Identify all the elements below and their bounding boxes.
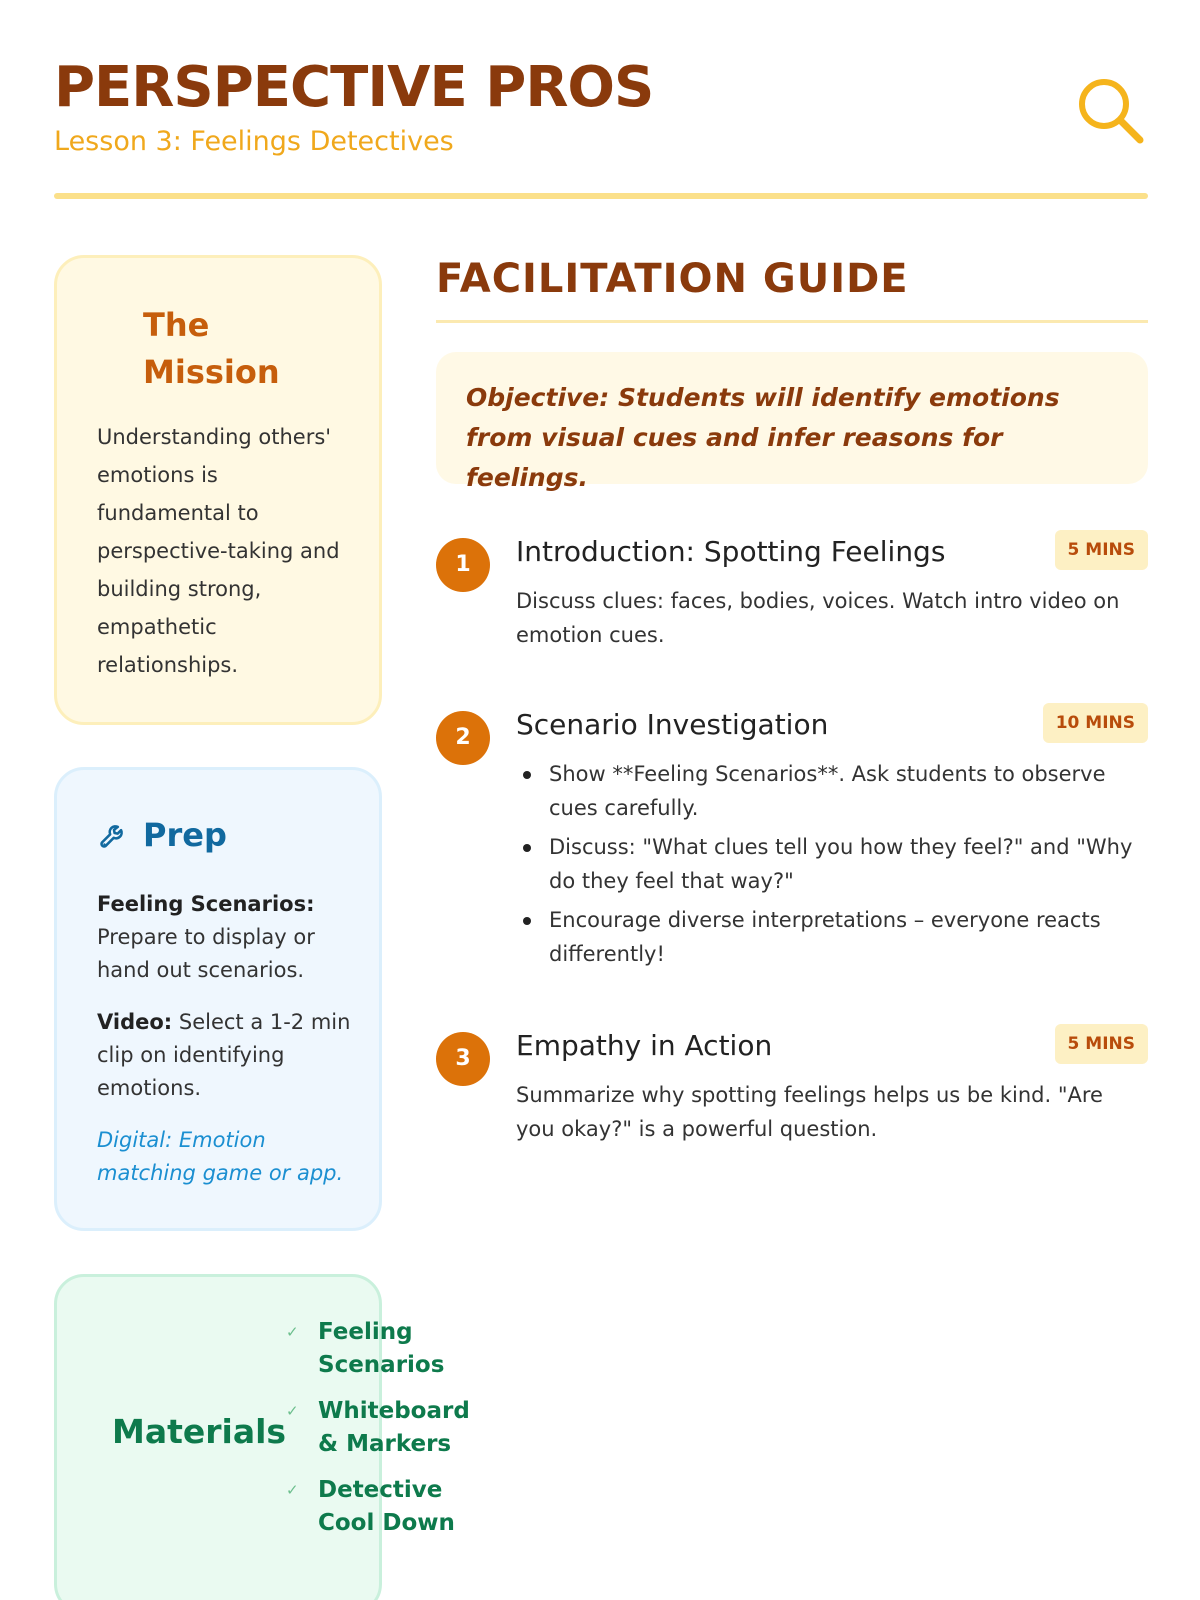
step-title: Scenario Investigation [516, 708, 829, 741]
step-bullet: Discuss: "What clues tell you how they feel?" and "Why do they feel that way?" [516, 830, 1148, 898]
step-number: 1 [436, 538, 490, 592]
objective-box [436, 352, 1148, 492]
prep-digital-note: Digital: Emotion matching game or app. [97, 1128, 344, 1185]
check-icon: ✓ [286, 1323, 299, 1341]
prep-card [54, 767, 382, 1231]
magnifier-icon [1074, 74, 1146, 146]
prep-header [97, 816, 227, 854]
materials-title: Materials [112, 1412, 287, 1451]
step-bullet: Show **Feeling Scenarios**. Ask students to observe cues carefully. [516, 757, 1148, 825]
guide-divider [436, 320, 1148, 323]
step-title: Empathy in Action [516, 1029, 773, 1062]
prep-item [97, 1006, 353, 1105]
mission-title: The Mission [143, 306, 280, 391]
materials-item-label: Feeling Scenarios [318, 1319, 445, 1378]
check-icon: ✓ [286, 1402, 299, 1420]
duration-badge: 5 MINS [1055, 530, 1148, 570]
step-number: 3 [436, 1032, 490, 1086]
brand-title: PERSPECTIVE PROS [54, 55, 654, 120]
step-body: Discuss clues: faces, bodies, voices. Watch intro video on emotion cues. [516, 589, 1120, 647]
prep-body [97, 888, 353, 1209]
lesson-subtitle: Lesson 3: Feelings Detectives [54, 126, 454, 157]
materials-list [286, 1316, 486, 1553]
materials-item-label: Detective Cool Down [318, 1477, 455, 1536]
duration-badge: 10 MINS [1043, 703, 1148, 743]
step-bullet-list [516, 757, 1148, 971]
prep-item-text: Select a 1-2 min clip on identifying emotions. [97, 1010, 351, 1100]
duration-badge: 5 MINS [1055, 1024, 1148, 1064]
step-3 [436, 1024, 1148, 1144]
materials-item [286, 1474, 486, 1540]
step-1 [436, 530, 1148, 650]
materials-item [286, 1395, 486, 1461]
materials-item-label: Whiteboard & Markers [318, 1398, 470, 1457]
prep-item-label: Feeling Scenarios: [97, 892, 315, 916]
mission-card [54, 255, 382, 725]
mission-body: Understanding others' emotions is fundamental to perspective-taking and building strong, empathetic relationships. [97, 425, 340, 677]
wrench-icon [97, 818, 131, 852]
materials-item [286, 1316, 486, 1382]
prep-item [97, 888, 353, 987]
prep-item-label: Video: [97, 1010, 173, 1034]
check-icon: ✓ [286, 1481, 299, 1499]
step-2 [436, 703, 1148, 973]
prep-item-text: Prepare to display or hand out scenarios. [97, 925, 315, 982]
guide-title: FACILITATION GUIDE [436, 256, 909, 302]
step-bullet: Encourage diverse interpretations – everyone reacts differently! [516, 903, 1148, 971]
page-header [54, 56, 1146, 157]
step-title: Introduction: Spotting Feelings [516, 535, 946, 568]
step-number: 2 [436, 711, 490, 765]
prep-title: Prep [143, 816, 227, 854]
step-body [516, 757, 1148, 976]
objective-text: Objective: Students will identify emotions from visual cues and infer reasons for feelings. [466, 383, 1060, 492]
header-divider [54, 193, 1148, 199]
step-body: Summarize why spotting feelings helps us be kind. "Are you okay?" is a powerful question. [516, 1083, 1103, 1141]
